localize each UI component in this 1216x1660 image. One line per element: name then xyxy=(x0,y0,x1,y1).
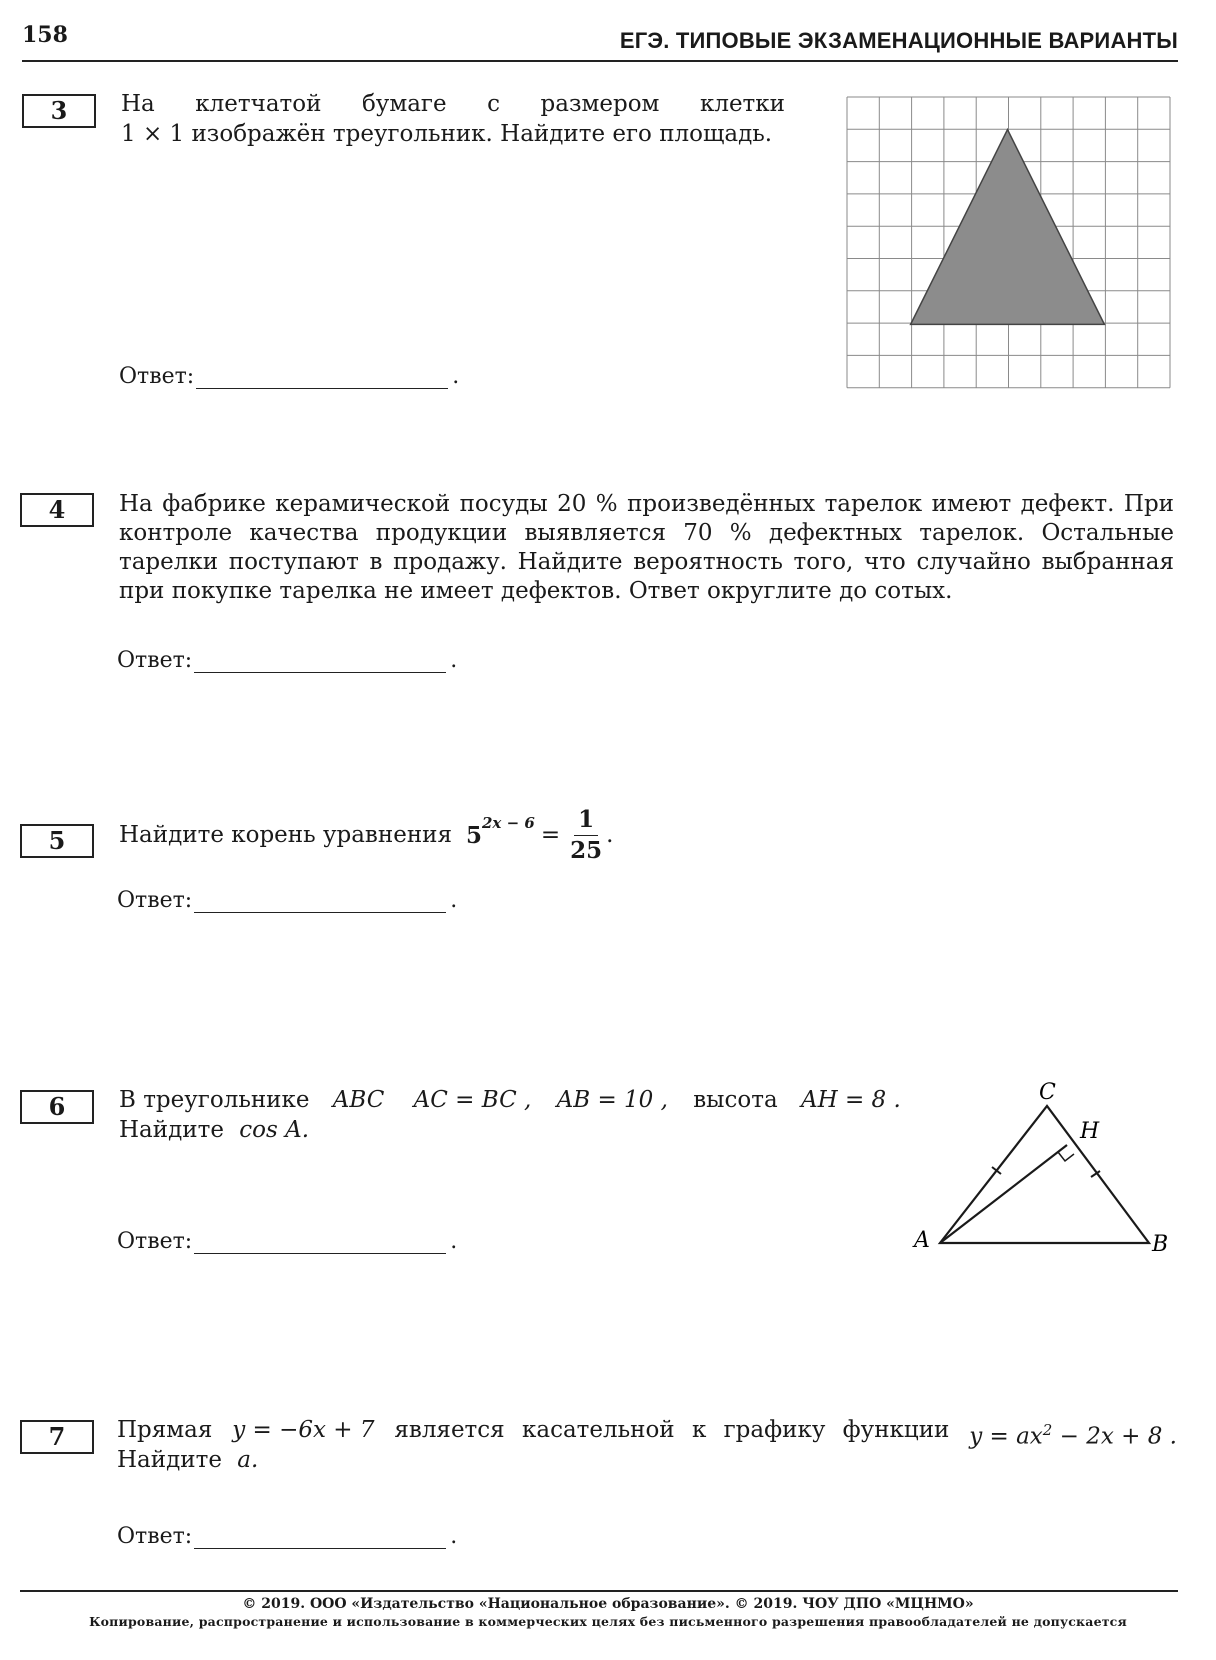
answer-period: . xyxy=(450,1524,458,1549)
line-word: Прямая xyxy=(117,1417,213,1443)
problem-5-text xyxy=(119,805,613,866)
answer-period: . xyxy=(450,1229,458,1254)
function-exponent: 2 xyxy=(1042,1421,1053,1439)
answer-label: Ответ: xyxy=(117,888,193,913)
answer-period: . xyxy=(452,364,460,389)
running-header: ЕГЭ. ТИПОВЫЕ ЭКЗАМЕНАЦИОННЫЕ ВАРИАНТЫ xyxy=(619,28,1178,53)
page-number: 158 xyxy=(22,22,68,48)
problem-6-number: 6 xyxy=(20,1090,94,1124)
answer-label: Ответ: xyxy=(117,1229,193,1254)
answer-label: Ответ: xyxy=(117,648,193,673)
problem-7-line2 xyxy=(117,1446,258,1475)
answer-label: Ответ: xyxy=(119,364,195,389)
answer-period: . xyxy=(450,888,458,913)
height-word: высота xyxy=(693,1087,778,1113)
answer-label: Ответ: xyxy=(117,1524,193,1549)
problem-7-number: 7 xyxy=(20,1420,94,1454)
function-equation xyxy=(969,1416,1177,1452)
fraction-denominator: 25 xyxy=(570,837,603,864)
problem-7-answer xyxy=(117,1524,457,1549)
equation-equals: = xyxy=(540,822,561,848)
answer-field[interactable] xyxy=(194,652,446,673)
answer-field[interactable] xyxy=(194,1233,446,1254)
equation-fraction xyxy=(570,805,602,866)
problem-3-grid-figure xyxy=(846,96,1178,390)
footer-notice: Копирование, распространение и использование в коммерческих целях без письменного разрешения правообладателей не допускается xyxy=(89,1614,1127,1629)
problem-7-middle: является касательной к графику функции xyxy=(394,1417,950,1443)
foot-label-h: H xyxy=(1080,1119,1100,1144)
right-angle-mark xyxy=(1058,1152,1074,1161)
variable-a: a. xyxy=(237,1447,259,1473)
equation-exponent: 2x − 6 xyxy=(482,814,535,832)
triangle-name: ABC xyxy=(332,1087,385,1113)
problem-4-number: 4 xyxy=(20,493,94,527)
function-part1: y = ax xyxy=(969,1423,1043,1450)
answer-period: . xyxy=(450,648,458,673)
cos-a: cos A. xyxy=(239,1117,310,1143)
problem-6-answer xyxy=(117,1229,457,1254)
problem-6-intro: В треугольнике xyxy=(119,1087,310,1113)
answer-field[interactable] xyxy=(196,368,448,389)
problem-5-prompt: Найдите корень уравнения xyxy=(119,822,452,848)
problem-4-answer xyxy=(117,648,457,673)
problem-6-line1 xyxy=(119,1086,901,1115)
problem-4-line1: На фабрике керамической посуды 20 % произведённых тарелок имеют дефект. При xyxy=(119,491,1174,517)
problem-3-line1: На клетчатой бумаге с размером клетки xyxy=(121,91,785,117)
equation-period: . xyxy=(606,822,614,848)
problem-3-line2: 1 × 1 изображён треугольник. Найдите его площадь. xyxy=(121,121,773,147)
fraction-numerator: 1 xyxy=(574,805,598,836)
function-part2: − 2x + 8 . xyxy=(1052,1423,1177,1450)
condition-ah: AH = 8 . xyxy=(800,1087,901,1113)
find-word: Найдите xyxy=(119,1117,224,1143)
problem-3-answer xyxy=(119,364,459,389)
problem-6-triangle-figure xyxy=(900,1075,1169,1257)
problem-3-number: 3 xyxy=(22,94,96,128)
problem-5-answer xyxy=(117,888,457,913)
vertex-label-a: A xyxy=(914,1228,930,1253)
condition-ac-bc: AC = BC , xyxy=(413,1087,532,1113)
equation-base: 5 xyxy=(465,822,482,849)
problem-4-line4: при покупке тарелка не имеет дефектов. Ответ округлите до сотых. xyxy=(119,578,953,604)
answer-field[interactable] xyxy=(194,892,446,913)
condition-ab: AB = 10 , xyxy=(556,1087,668,1113)
tangent-line-equation: y = −6x + 7 xyxy=(232,1417,375,1443)
shaded-triangle xyxy=(911,130,1105,325)
find-word: Найдите xyxy=(117,1447,222,1473)
problem-6-line2 xyxy=(119,1116,309,1145)
vertex-label-c: C xyxy=(1039,1080,1056,1105)
vertex-label-b: B xyxy=(1152,1232,1169,1257)
problem-7-line1 xyxy=(117,1416,1177,1452)
problem-5-number: 5 xyxy=(20,824,94,858)
footer-divider xyxy=(20,1590,1178,1592)
footer-copyright: © 2019. ООО «Издательство «Национальное образование». © 2019. ЧОУ ДПО «МЦНМО» xyxy=(242,1596,974,1612)
answer-field[interactable] xyxy=(194,1528,446,1549)
problem-4-line3: тарелки поступают в продажу. Найдите вероятность того, что случайно выбранная xyxy=(119,549,1174,575)
header-divider xyxy=(22,60,1178,62)
problem-4-line2: контроле качества продукции выявляется 70 % дефектных тарелок. Остальные xyxy=(119,520,1174,546)
altitude-ah xyxy=(940,1145,1067,1243)
triangle-abc xyxy=(940,1106,1149,1243)
